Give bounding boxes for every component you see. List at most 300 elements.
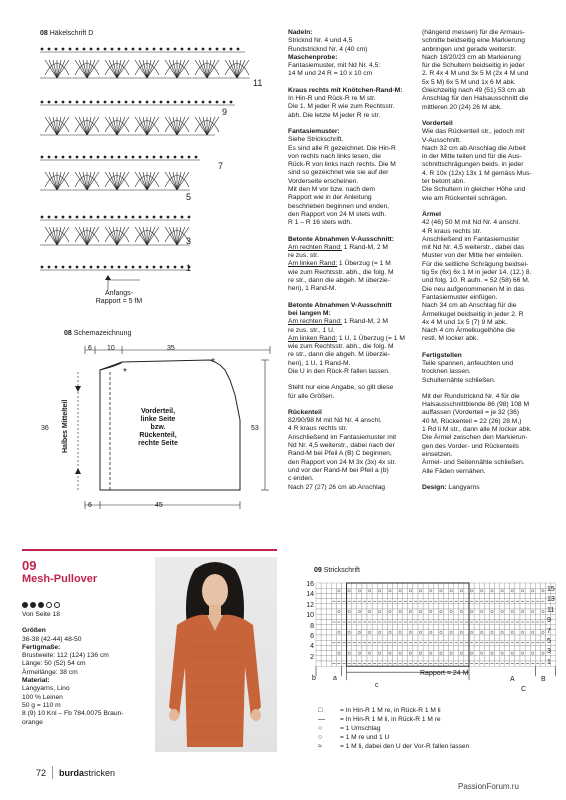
knit-chart-cell (469, 583, 474, 588)
crochet-symbol (160, 48, 163, 51)
knit-chart-cell (362, 625, 367, 630)
schema-dim-53: 53 (251, 425, 259, 432)
knit-chart-cell (428, 635, 433, 640)
crochet-symbol (105, 275, 111, 280)
knit-chart-cell (540, 645, 545, 650)
knit-chart-cell (495, 635, 500, 640)
knit-chart-cell (398, 583, 403, 588)
crochet-symbol (90, 216, 93, 219)
knit-chart-cell (423, 656, 428, 661)
knit-chart-cell (352, 614, 357, 619)
knit-chart-cell (510, 656, 515, 661)
knit-chart-cell (316, 640, 321, 645)
crochet-symbol (87, 117, 95, 135)
knit-chart-cell (393, 604, 398, 609)
knit-chart-cell (500, 604, 505, 609)
knit-chart-cell (449, 609, 454, 614)
crochet-symbol (147, 227, 155, 245)
knit-chart-cell (535, 651, 540, 656)
knit-chart-cell (316, 656, 321, 661)
crochet-symbol (109, 227, 117, 245)
knit-chart-cell (495, 645, 500, 650)
crochet-symbol (55, 156, 58, 159)
knit-chart-cell (489, 625, 494, 630)
knit-legend (318, 706, 548, 751)
crochet-symbol (118, 48, 121, 51)
knit-chart-cell (464, 635, 469, 640)
knit-chart-cell (336, 593, 341, 598)
knit-chart-cell (489, 583, 494, 588)
knit-chart-cell (372, 645, 377, 650)
crochet-symbol (207, 117, 215, 135)
knit-chart-cell (540, 656, 545, 661)
knit-chart-cell (326, 614, 331, 619)
knit-chart-cell (535, 630, 540, 635)
brand-logo: burdastricken (59, 768, 116, 778)
knit-chart-cell (403, 645, 408, 650)
knit-chart-cell (403, 588, 408, 593)
knit-chart-cell (489, 635, 494, 640)
knit-chart-cell (408, 609, 413, 614)
knit-chart-cell (326, 588, 331, 593)
knit-chart-cell (438, 635, 443, 640)
schema-inner-label: Vorderteil, linke Seite bzw. Rückenteil, rechte Seite (138, 408, 178, 447)
knit-chart-cell (510, 630, 515, 635)
knit-chart-cell (520, 635, 525, 640)
knit-chart-cell (326, 609, 331, 614)
knit-chart-cell (540, 609, 545, 614)
crochet-symbol (181, 156, 184, 159)
crochet-symbol (97, 156, 100, 159)
knit-chart-cell (382, 593, 387, 598)
knit-chart-cell (454, 614, 459, 619)
knit-chart-cell (454, 656, 459, 661)
knit-chart-cell (428, 645, 433, 650)
knit-chart-cell (387, 588, 392, 593)
knit-chart-cell (500, 625, 505, 630)
knit-chart-cell (382, 630, 387, 635)
knit-chart-cell (444, 625, 449, 630)
crochet-symbol (79, 172, 87, 190)
knit-chart-cell (403, 656, 408, 661)
knit-chart-cell (423, 625, 428, 630)
knit-chart-cell (372, 583, 377, 588)
knit-chart-cell (362, 651, 367, 656)
crochet-symbol (111, 216, 114, 219)
knit-chart-cell (438, 651, 443, 656)
crochet-symbol (230, 101, 233, 104)
knit-chart-cell (464, 609, 469, 614)
schema-dim-6: 6 (88, 345, 92, 352)
knit-chart-cell (331, 609, 336, 614)
knit-chart-cell (362, 630, 367, 635)
crochet-symbol (169, 117, 177, 135)
knit-chart-cell (474, 609, 479, 614)
knit-chart-cell (540, 651, 545, 656)
knit-chart-cell (540, 614, 545, 619)
knit-chart-cell (387, 604, 392, 609)
crochet-symbol (69, 101, 72, 104)
knit-chart-cell (505, 630, 510, 635)
knit-chart-cell (326, 656, 331, 661)
knit-chart-cell (362, 656, 367, 661)
knit-chart-cell (444, 656, 449, 661)
knit-chart-cell (347, 593, 352, 598)
crochet-symbol (160, 101, 163, 104)
knit-chart-cell (336, 656, 341, 661)
knit-chart-cell (336, 625, 341, 630)
knit-chart-cell (449, 583, 454, 588)
knit-chart-cell (321, 635, 326, 640)
crochet-chart-caption: 08 Häkelschrift D (40, 30, 94, 37)
knit-chart-cell (403, 630, 408, 635)
knit-chart-cell (367, 625, 372, 630)
knit-chart-cell (540, 625, 545, 630)
knit-chart-cell (459, 593, 464, 598)
knit-chart-cell (342, 588, 347, 593)
crochet-symbol (90, 101, 93, 104)
crochet-symbol (69, 266, 72, 269)
knit-chart-cell (510, 588, 515, 593)
knit-chart-cell (316, 588, 321, 593)
knit-chart-cell (342, 583, 347, 588)
knit-chart-cell (382, 645, 387, 650)
crochet-symbol (79, 227, 87, 245)
knit-chart-cell (342, 645, 347, 650)
knit-chart-cell (459, 656, 464, 661)
crochet-symbol (117, 172, 125, 190)
crochet-symbol (41, 101, 44, 104)
knit-chart-cell (535, 593, 540, 598)
knit-chart-cell (515, 604, 520, 609)
knit-chart-cell (520, 593, 525, 598)
crochet-symbol (69, 216, 72, 219)
crochet-symbol (55, 101, 58, 104)
knit-chart-cell (495, 614, 500, 619)
crochet-symbol (230, 48, 233, 51)
knit-chart-cell (408, 583, 413, 588)
knit-chart-cell (362, 645, 367, 650)
knit-chart-cell (449, 614, 454, 619)
knit-chart-cell (474, 651, 479, 656)
crochet-symbol (117, 60, 125, 78)
knit-chart-cell (331, 583, 336, 588)
knit-chart-cell (530, 593, 535, 598)
knit-chart-cell (484, 604, 489, 609)
knit-chart-cell (505, 625, 510, 630)
footer-divider (52, 766, 53, 779)
knit-chart-cell (525, 651, 530, 656)
crochet-symbol (76, 48, 79, 51)
knit-chart-cell (331, 604, 336, 609)
knit-chart-cell (316, 661, 321, 666)
crochet-symbol (132, 48, 135, 51)
knit-chart-cell (393, 588, 398, 593)
knit-chart-cell (423, 593, 428, 598)
crochet-symbol (153, 101, 156, 104)
knit-chart-cell (367, 651, 372, 656)
crochet-symbol (237, 48, 240, 51)
knit-chart-cell (535, 604, 540, 609)
knit-chart-cell (520, 651, 525, 656)
knit-chart-cell (444, 609, 449, 614)
crochet-symbol (169, 227, 177, 245)
knit-chart-cell (326, 604, 331, 609)
knit-chart-cell (316, 593, 321, 598)
crochet-symbol (202, 48, 205, 51)
schema-vertical-label: Halbes Mittelteil (62, 399, 69, 453)
knit-chart-cell (403, 651, 408, 656)
knit-chart-cell (479, 604, 484, 609)
knit-chart-cell (520, 604, 525, 609)
crochet-symbol (174, 101, 177, 104)
crochet-symbol (111, 156, 114, 159)
knit-chart-cell (372, 656, 377, 661)
knit-chart-cell (382, 609, 387, 614)
knit-chart-cell (464, 593, 469, 598)
crochet-symbol (62, 216, 65, 219)
knit-chart-cell (530, 588, 535, 593)
knit-chart-cell (438, 630, 443, 635)
knit-chart-cell (454, 645, 459, 650)
crochet-row-label-3: 3 (186, 236, 192, 246)
crochet-symbol (139, 101, 142, 104)
knit-chart-cell (525, 583, 530, 588)
crochet-symbol (104, 101, 107, 104)
crochet-symbol (76, 101, 79, 104)
knit-chart-cell (321, 661, 326, 666)
knit-chart-cell (433, 583, 438, 588)
knit-chart-cell (505, 588, 510, 593)
knit-chart-cell (489, 604, 494, 609)
knit-chart-cell (520, 630, 525, 635)
knit-chart-cell (449, 593, 454, 598)
knit-chart-cell (535, 614, 540, 619)
page-number: 72 (36, 768, 47, 778)
knit-marker-c: c (375, 682, 379, 689)
knit-marker-b: b (312, 675, 316, 682)
knit-chart-cell (459, 651, 464, 656)
knit-chart-cell (469, 588, 474, 593)
knit-chart-cell (500, 651, 505, 656)
knit-chart-cell (428, 588, 433, 593)
knit-chart-cell (454, 651, 459, 656)
knit-chart-cell (362, 614, 367, 619)
knit-chart-cell (520, 614, 525, 619)
knit-right-row-labels: 15 13 11 9 7 5 3 1 (547, 586, 555, 666)
knit-chart-cell (474, 645, 479, 650)
knit-chart-cell (500, 588, 505, 593)
knit-chart-cell (418, 651, 423, 656)
knit-chart-cell (530, 630, 535, 635)
knit-chart-cell (336, 604, 341, 609)
knit-chart-cell (525, 635, 530, 640)
knit-chart-cell (535, 625, 540, 630)
knit-chart-cell (438, 656, 443, 661)
knit-chart-cell (530, 609, 535, 614)
knit-chart-cell (352, 604, 357, 609)
knit-chart-cell (464, 604, 469, 609)
knit-chart-cell (510, 614, 515, 619)
knit-chart-cell (387, 609, 392, 614)
crochet-symbol (87, 227, 95, 245)
knit-chart-cell (500, 656, 505, 661)
knit-chart-cell (500, 614, 505, 619)
knit-chart-cell (321, 604, 326, 609)
crochet-symbol (118, 216, 121, 219)
knit-chart-cell (449, 588, 454, 593)
knit-chart-cell (316, 635, 321, 640)
knit-chart-cell (326, 630, 331, 635)
knit-chart-cell (347, 583, 352, 588)
knit-chart-cell (418, 635, 423, 640)
knit-chart-cell (413, 604, 418, 609)
crochet-symbol (237, 60, 245, 78)
crochet-symbol (125, 266, 128, 269)
knit-chart-cell (398, 635, 403, 640)
knit-chart-cell (454, 583, 459, 588)
knit-chart-cell (403, 609, 408, 614)
knit-chart-cell (535, 583, 540, 588)
knit-chart-cell (510, 635, 515, 640)
knit-chart-cell (525, 609, 530, 614)
knit-chart-cell (489, 609, 494, 614)
difficulty-dot (30, 602, 36, 608)
crochet-row-label-11: 11 (253, 78, 263, 88)
knit-chart-cell (387, 656, 392, 661)
knit-chart-cell (520, 588, 525, 593)
knit-chart-cell (479, 583, 484, 588)
crochet-symbol (139, 266, 142, 269)
schema-dim-6b: 6 (88, 502, 92, 509)
pattern-number: 09 (22, 558, 37, 573)
knit-chart-cell (331, 645, 336, 650)
knit-chart-cell (377, 593, 382, 598)
crochet-symbol (83, 266, 86, 269)
knit-chart-cell (347, 635, 352, 640)
crochet-symbol (49, 60, 57, 78)
knit-chart-cell (423, 635, 428, 640)
knit-chart-cell (540, 588, 545, 593)
crochet-symbol (49, 172, 57, 190)
crochet-symbol (97, 48, 100, 51)
difficulty-dot (22, 602, 28, 608)
knit-chart-cell (469, 604, 474, 609)
knit-chart-cell (540, 604, 545, 609)
crochet-symbol (177, 172, 185, 190)
knit-chart-cell (428, 630, 433, 635)
knit-chart-cell (515, 588, 520, 593)
knit-chart-cell (449, 645, 454, 650)
knit-chart-cell (510, 583, 515, 588)
knit-chart-cell (367, 645, 372, 650)
knit-chart-cell (357, 630, 362, 635)
knit-chart-cell (352, 635, 357, 640)
crochet-symbol (160, 266, 163, 269)
legend-item: — = In Hin-R 1 M li, in Rück-R 1 M re (318, 716, 441, 723)
knit-chart-cell (540, 583, 545, 588)
knit-chart-cell (444, 630, 449, 635)
crochet-symbol (139, 48, 142, 51)
knit-chart-cell (428, 593, 433, 598)
knit-chart-cell (347, 604, 352, 609)
knit-chart-cell (418, 614, 423, 619)
knit-chart-cell (454, 588, 459, 593)
knit-chart-cell (525, 656, 530, 661)
knit-chart-cell (357, 614, 362, 619)
knit-chart-cell (423, 630, 428, 635)
crochet-symbol (76, 156, 79, 159)
knit-chart-cell (398, 656, 403, 661)
knit-chart-cell (357, 645, 362, 650)
crochet-symbol (41, 216, 44, 219)
knit-chart-cell (495, 651, 500, 656)
knit-chart-cell (408, 625, 413, 630)
knit-chart-cell (357, 651, 362, 656)
crochet-symbol (83, 216, 86, 219)
knit-chart-cell (372, 614, 377, 619)
knit-chart-cell (535, 635, 540, 640)
knit-chart-cell (500, 593, 505, 598)
knit-chart-cell (418, 656, 423, 661)
knit-chart-cell (362, 593, 367, 598)
knit-chart-cell (423, 651, 428, 656)
knit-chart-cell (449, 625, 454, 630)
crochet-symbol (111, 101, 114, 104)
knit-chart-cell (408, 656, 413, 661)
crochet-symbol (97, 266, 100, 269)
knit-chart-cell (377, 604, 382, 609)
knit-chart-cell (342, 609, 347, 614)
crochet-chart (40, 40, 280, 300)
knit-chart-cell (398, 588, 403, 593)
knit-chart-cell (454, 609, 459, 614)
knit-chart-cell (382, 614, 387, 619)
difficulty-dot (54, 602, 60, 608)
crochet-symbol (153, 156, 156, 159)
crochet-symbol (109, 60, 117, 78)
knit-chart-cell (393, 651, 398, 656)
knit-chart-cell (347, 645, 352, 650)
knit-chart-cell (326, 635, 331, 640)
knit-chart-cell (530, 614, 535, 619)
crochet-symbol (48, 48, 51, 51)
knit-chart-cell (444, 593, 449, 598)
knit-chart-cell (433, 609, 438, 614)
crochet-symbol (87, 172, 95, 190)
knit-chart-cell (540, 593, 545, 598)
knit-chart-cell (423, 588, 428, 593)
knit-chart-cell (464, 651, 469, 656)
knit-chart-cell (438, 614, 443, 619)
knit-chart-cell (464, 614, 469, 619)
knit-chart-cell (464, 630, 469, 635)
knit-chart-cell (479, 630, 484, 635)
knit-chart-cell (540, 635, 545, 640)
knit-chart-cell (403, 593, 408, 598)
knit-chart-cell (367, 630, 372, 635)
knit-chart-cell (398, 645, 403, 650)
crochet-symbol (109, 172, 117, 190)
knit-chart-cell (342, 593, 347, 598)
knit-chart-cell (495, 583, 500, 588)
knit-chart-cell (362, 635, 367, 640)
knit-chart-cell (510, 651, 515, 656)
knit-chart-cell (413, 593, 418, 598)
knit-chart-cell (495, 630, 500, 635)
knit-chart-cell (525, 614, 530, 619)
pattern-title: Mesh-Pullover (22, 573, 98, 585)
